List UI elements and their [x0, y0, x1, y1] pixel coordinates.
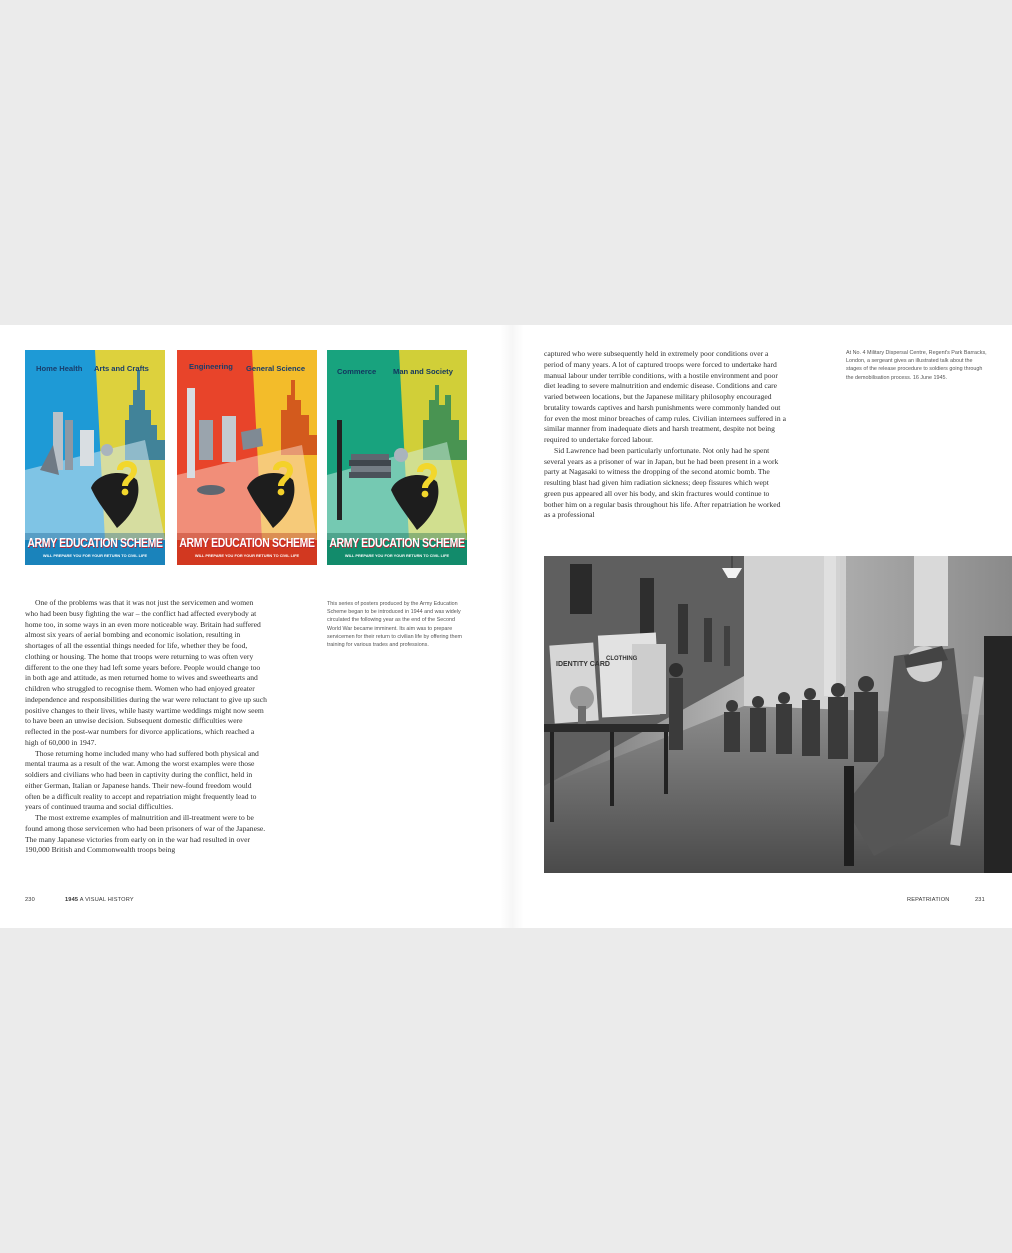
- poster-subject-right: General Science: [246, 364, 306, 373]
- photo-artwork: [544, 556, 1012, 873]
- left-running-title: [65, 897, 134, 903]
- left-body-text: [25, 598, 267, 856]
- poster-engineering: [177, 350, 317, 565]
- running-title-text: A VISUAL HISTORY: [79, 897, 134, 903]
- photo-board-text: CLOTHING: [606, 656, 638, 662]
- book-spread: [0, 325, 1012, 928]
- poster-subject-left: Commerce: [337, 367, 377, 376]
- poster-tagline: WILL PREPARE YOU FOR YOUR RETURN TO CIVIL LIFE: [344, 553, 450, 558]
- paragraph: Those returning home included many who had suffered both physical and mental trauma as a result of the war. Among the worst examples were those soldiers and civilians who had been in captivity during the conflict, held in either German, Italian or Japanese hands. Their new-found freedom would often be a difficult reality to accept and repatriation might frequently lead to years of continued trauma and social difficulties.: [25, 748, 259, 812]
- paragraph: captured who were subsequently held in extremely poor conditions over a period of many years. A lot of captured troops were forced to undertake hard manual labour under terrible conditions, with a hostile environment and poor diet leading to severe malnutrition and endemic disease. Conditions and care varied between locations, but the Japanese military philosophy encouraged brutality towards captives and harsh punishments were commonly handed out for even the most minor breaches of camp rules. Civilian internees suffered in a similar manner from inadequate diets and harsh treatment, despite not being required to undertake forced labour.: [544, 349, 786, 444]
- poster-tagline: WILL PREPARE YOU FOR YOUR RETURN TO CIVIL LIFE: [194, 553, 300, 558]
- poster-subject-left: Home Health: [36, 364, 83, 373]
- poster-title: ARMY EDUCATION SCHEME: [179, 537, 315, 551]
- paragraph: Sid Lawrence had been particularly unfortunate. Not only had he spent several years as a prisoner of war in Japan, but he had been present in a work party at Nagasaki to witness the dropping of the second atomic bomb. The resulting blast had given him radiation sickness; deep fissures which wept green pus appeared all over his body, and skin fractures would continue to bother him on a regular basis throughout his life. After repatriation he worked as a professional: [544, 445, 781, 520]
- paragraph: The most extreme examples of malnutrition and ill-treatment were to be found among those servicemen who had been prisoners of war of the Japanese. The many Japanese victories from early on in the war had resulted in over 190,000 British and Commonwealth troops being: [25, 813, 266, 855]
- poster-artwork: [327, 350, 467, 565]
- poster-title: ARMY EDUCATION SCHEME: [27, 537, 163, 551]
- photo-notice-text: IDENTITY CARD: [556, 661, 610, 668]
- gutter: [500, 325, 524, 928]
- poster-tagline: WILL PREPARE YOU FOR YOUR RETURN TO CIVIL LIFE: [42, 553, 148, 558]
- demob-lecture-photo: [544, 556, 1012, 873]
- running-title-year: 1945: [65, 897, 79, 903]
- photo-caption: At No. 4 Military Dispersal Centre, Regent's Park Barracks, London, a sergeant gives an illustrated talk about the stages of the release procedure to soldiers going through the demobilisation process. 16 June 1945.: [846, 350, 987, 381]
- right-section-title: REPATRIATION: [907, 897, 950, 903]
- right-page-number: 231: [975, 897, 985, 903]
- left-page-number: 230: [25, 897, 35, 903]
- poster-title: ARMY EDUCATION SCHEME: [329, 537, 465, 551]
- poster-subject-right: Arts and Crafts: [94, 364, 149, 373]
- poster-caption: This series of posters produced by the Army Education Scheme began to be introduced in 1944 and was widely circulated the following year as the end of the Second World War became imminent. Its aim was to prepare servicemen for their return to civilian life by offering them training for various trades and professions.: [327, 601, 463, 649]
- poster-subject-right: Man and Society: [393, 367, 453, 376]
- right-body-text: [544, 349, 786, 521]
- poster-home-health: [25, 350, 165, 565]
- poster-artwork: [177, 350, 317, 565]
- paragraph: One of the problems was that it was not just the servicemen and women who had been busy fighting the war – the conflict had affected everybody at home too, in some ways in an even more noticeable way. Britain had suffered almost six years of aerial bombing and economic isolation, resulting in shortages of all the essential things needed for life, whether they be food, clothing or housing. The home that troops were returning to was often very different to the one they had left some years before. People would change too in both age and attitude, as men returned home to wives and sweethearts and children who struggled to recognise them. Women who had enjoyed greater independence and responsibilities during the war were reluctant to give up such positive changes to their lives, while hasty wartime weddings might now seem to have been an unwise decision. Subsequent domestic difficulties were reflected in the post-war numbers for divorce applications, which reached a high of 60,000 in 1947.: [25, 598, 267, 747]
- poster-commerce: [327, 350, 467, 565]
- poster-subject-left: Engineering: [189, 362, 233, 371]
- poster-artwork: [25, 350, 165, 565]
